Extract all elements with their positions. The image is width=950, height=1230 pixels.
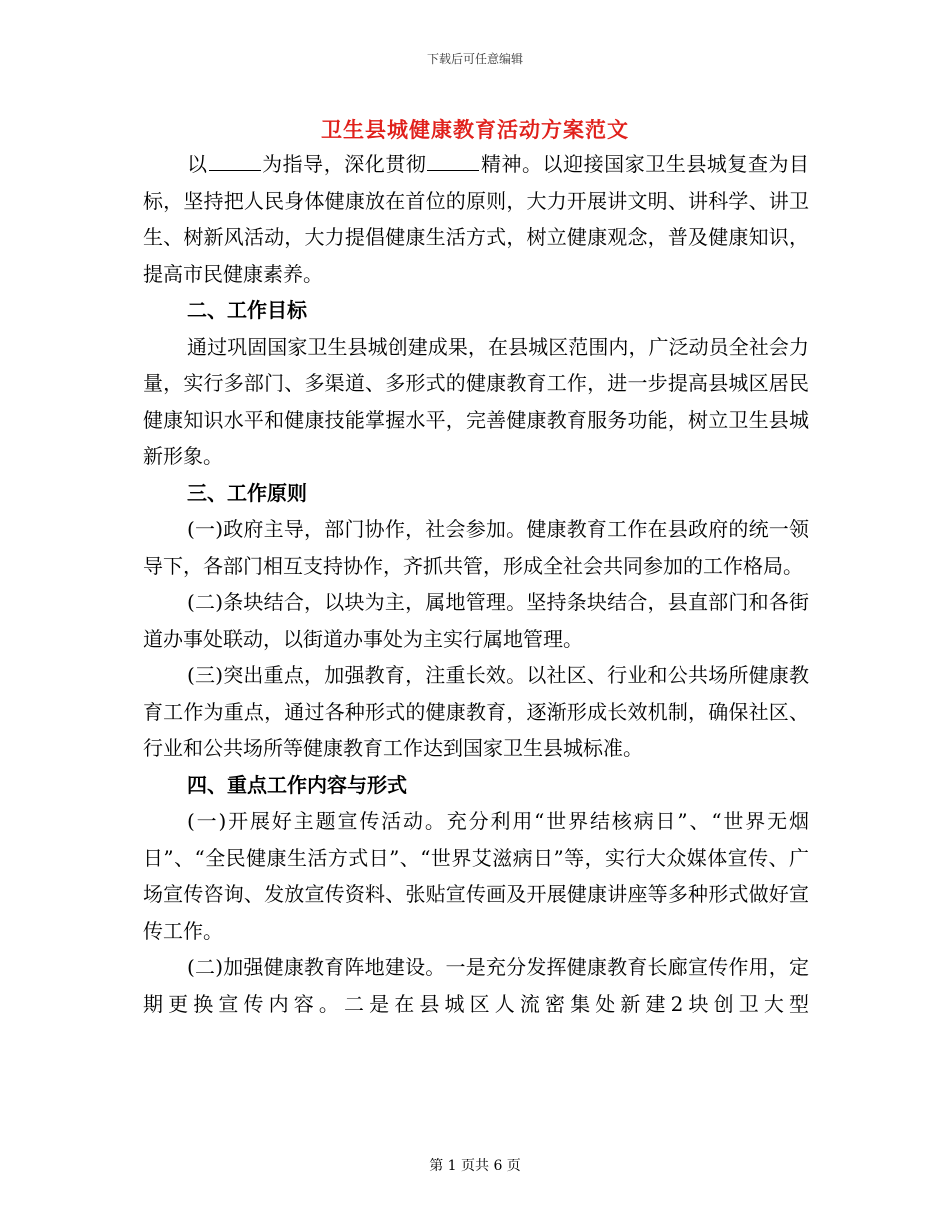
header-note: 下载后可任意编辑 <box>426 52 523 66</box>
section-heading-goals: 二、工作目标 <box>187 298 307 322</box>
paragraph-key-work-2: (二)加强健康教育阵地建设。一是充分发挥健康教育长廊宣传作用，定期更换宣传内容。二是在县城区人流密集处新建2块创卫大型 <box>143 955 809 1016</box>
paragraph-goals: 通过巩固国家卫生县城创建成果，在县城区范围内，广泛动员全社会力量，实行多部门、多渠道、多形式的健康教育工作，进一步提高县城区居民健康知识水平和健康技能掌握水平，完善健康教育服务功能，树立卫生县城新形象。 <box>143 334 809 468</box>
paragraph-principle-3: (三)突出重点，加强教育，注重长效。以社区、行业和公共场所健康教育工作为重点，通过各种形式的健康教育，逐渐形成长效机制，确保社区、行业和公共场所等健康教育工作达到国家卫生县城标准。 <box>143 663 809 760</box>
section-heading-key-work: 四、重点工作内容与形式 <box>187 772 407 797</box>
intro-text-3: 精神。以迎接国家卫生县城复查为目标，坚持把人民身体健康放在首位的原则，大力开展讲文明、讲科学、讲卫生、树新风活动，大力提倡健康生活方式，树立健康观念，普及健康知识，提高市民健康素养。 <box>143 152 810 286</box>
intro-paragraph <box>143 146 809 292</box>
paragraph-key-work-1: (一)开展好主题宣传活动。充分利用“世界结核病日”、“世界无烟日”、“全民健康生活方式日”、“世界艾滋病日”等，实行大众媒体宣传、广场宣传咨询、发放宣传资料、张贴宣传画及开展健康讲座等多种形式做好宣传工作。 <box>143 809 809 943</box>
intro-text-1: 以 <box>187 152 208 176</box>
intro-text-2: 为指导，深化贯彻 <box>261 152 427 176</box>
paragraph-principle-1: (一)政府主导，部门协作，社会参加。健康教育工作在县政府的统一领导下，各部门相互支持协作，齐抓共管，形成全社会共同参加的工作格局。 <box>143 517 809 578</box>
fill-in-blank <box>209 152 261 171</box>
section-heading-principles: 三、工作原则 <box>187 480 307 505</box>
paragraph-principle-2: (二)条块结合，以块为主，属地管理。坚持条块结合，县直部门和各街道办事处联动，以街道办事处为主实行属地管理。 <box>143 590 809 651</box>
page-number: 第 1 页共 6 页 <box>429 1158 521 1174</box>
fill-in-blank <box>427 152 479 171</box>
document-title: 卫生县城健康教育活动方案范文 <box>321 117 629 142</box>
document-body <box>143 146 809 1022</box>
